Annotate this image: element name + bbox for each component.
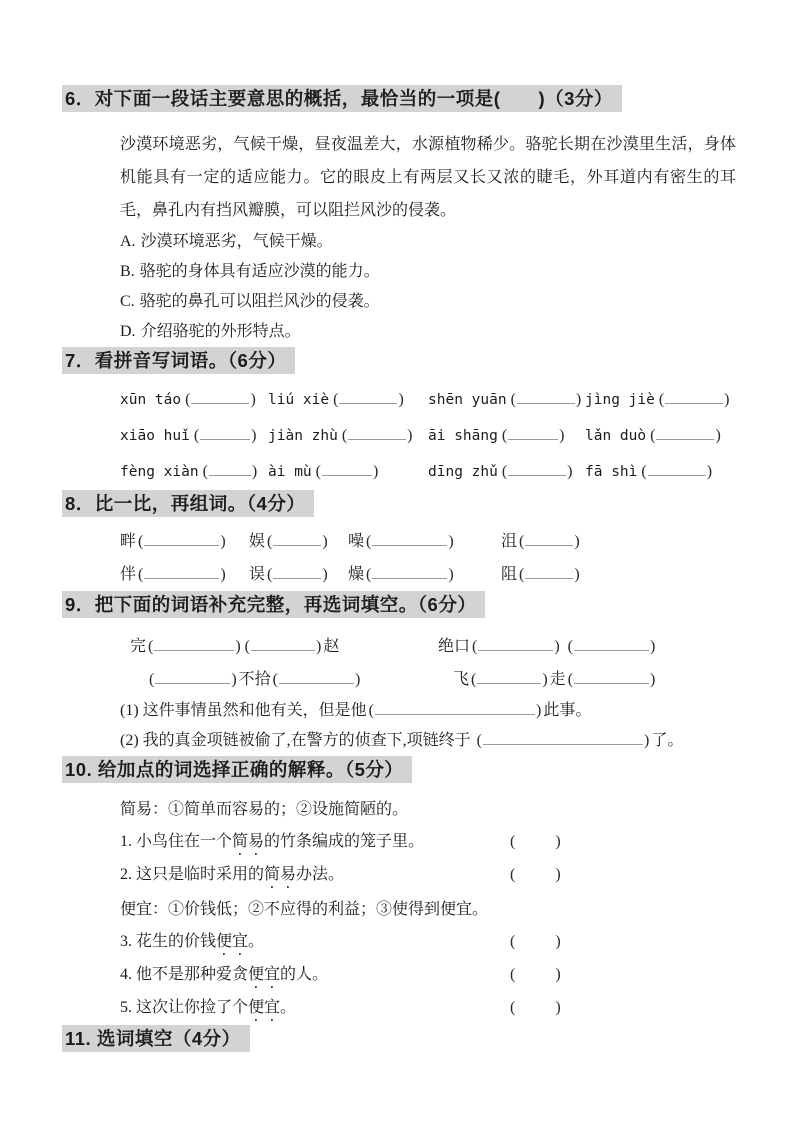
char-item: 伴 ( )	[120, 558, 249, 591]
emphasized-word: 便宜	[216, 933, 249, 950]
fill-blank[interactable]	[194, 418, 257, 453]
emphasized-word: 简易	[264, 866, 297, 883]
fill-blank[interactable]	[477, 726, 650, 756]
fill-blank[interactable]	[502, 418, 565, 453]
fill-blank[interactable]	[138, 558, 226, 591]
fill-blank[interactable]	[502, 454, 573, 489]
char-item: 误 ( )	[249, 558, 348, 591]
section-q8	[62, 490, 738, 591]
pinyin-item: xiāo huǐ ( )	[120, 418, 268, 454]
fill-blank[interactable]	[203, 454, 258, 489]
pinyin-item: fā shì( )	[585, 454, 738, 490]
fill-blank[interactable]	[369, 696, 542, 726]
answer-paren[interactable]	[510, 992, 561, 1024]
pinyin-item: jìng jiè( )	[585, 382, 738, 418]
q8-heading: 8．比一比，再组词。（4分）	[62, 490, 314, 517]
q6-option-b[interactable]	[120, 257, 738, 287]
emphasized-word: 简易	[232, 833, 265, 850]
pinyin-item: lǎn duò( )	[585, 418, 738, 454]
q10-sentence-3: 3. 花生的价钱便宜。 ( )	[120, 926, 738, 959]
q8-heading-row	[62, 490, 738, 517]
fill-blank[interactable]	[472, 630, 560, 663]
fill-blank[interactable]	[366, 558, 454, 591]
q6-option-a[interactable]	[120, 227, 738, 257]
q10-sentence-2: 2. 这只是临时采用的简易办法。 ( )	[120, 859, 738, 892]
fill-blank[interactable]	[342, 418, 413, 453]
fill-blank[interactable]	[568, 630, 656, 663]
q10-sentence-4: 4. 他不是那种爱贪便宜的人。 ( )	[120, 959, 738, 992]
option-text: 骆驼的身体具有适应沙漠的能力。	[139, 263, 380, 280]
section-q6	[62, 85, 738, 347]
q7-row-2	[120, 418, 738, 454]
idiom-item: ( )不拾 ( )	[120, 663, 434, 696]
fill-blank[interactable]	[245, 630, 322, 663]
fill-blank[interactable]	[185, 382, 256, 417]
q9-fill-1: (1) 这件事情虽然和他有关，但是他 ( ) 此事。	[120, 696, 738, 726]
q10-definition-1: 简易：①简单而容易的；②设施简陋的。	[120, 801, 409, 818]
q7-heading-row	[62, 347, 738, 374]
fill-blank[interactable]	[511, 382, 582, 417]
char-item: 畔 ( )	[120, 525, 249, 558]
fill-blank[interactable]	[568, 663, 656, 696]
option-text: 骆驼的鼻孔可以阻拦风沙的侵袭。	[139, 293, 380, 310]
q6-heading: 6．对下面一段话主要意思的概括，最恰当的一项是( )（3分）	[62, 85, 622, 112]
idiom-item: 完 ( ) ( ) 赵	[120, 630, 434, 663]
q11-heading-row	[62, 1025, 738, 1052]
answer-paren[interactable]	[510, 959, 561, 991]
fill-blank[interactable]	[519, 525, 580, 558]
pinyin-item: dīng zhǔ ( )	[428, 454, 585, 490]
q7-row-1	[120, 382, 738, 418]
fill-blank[interactable]	[316, 454, 379, 489]
char-item: 燥 ( )	[348, 558, 501, 591]
fill-blank[interactable]	[273, 663, 361, 696]
q8-row-1	[120, 525, 738, 558]
fill-blank[interactable]	[148, 630, 241, 663]
section-q7	[62, 347, 738, 490]
answer-paren[interactable]	[510, 926, 561, 958]
pinyin-item: ài mù ( )	[268, 454, 428, 490]
emphasized-word: 便宜	[248, 966, 281, 983]
q10-sentence-1: 1. 小鸟住在一个简易的竹条编成的笼子里。 ( )	[120, 826, 738, 859]
fill-blank[interactable]	[471, 663, 548, 696]
fill-blank[interactable]	[519, 558, 580, 591]
q7-row-3	[120, 454, 738, 490]
section-q11	[62, 1025, 738, 1052]
fill-blank[interactable]	[149, 663, 237, 696]
fill-blank[interactable]	[333, 382, 404, 417]
q6-paragraph: 沙漠环境恶劣，气候干燥，昼夜温差大，水源植物稀少。骆驼长期在沙漠里生活，身体机能具有一定的适应能力。它的眼皮上有两层又长又浓的睫毛，外耳道内有密生的耳毛，鼻孔内有挡风瓣膜，可以阻拦风沙的侵袭。	[120, 136, 736, 219]
char-item: 噪 ( )	[348, 525, 501, 558]
section-q10	[62, 756, 738, 1025]
pinyin-item: āi shāng ( )	[428, 418, 585, 454]
answer-paren[interactable]	[510, 826, 561, 858]
q9-idiom-row-2	[120, 663, 738, 696]
q10-sentence-5: 5. 这次让你捡了个便宜。 ( )	[120, 992, 738, 1025]
q6-option-c[interactable]	[120, 287, 738, 317]
pinyin-item: fèng xiàn ( )	[120, 454, 268, 490]
emphasized-word: 便宜	[248, 999, 281, 1016]
answer-paren[interactable]	[510, 859, 561, 891]
option-label: D.	[120, 323, 136, 340]
q7-heading: 7．看拼音写词语。（6分）	[62, 347, 295, 374]
char-item: 阻( )	[501, 558, 738, 591]
option-label: A.	[120, 233, 136, 250]
pinyin-item: jiàn zhù ( )	[268, 418, 428, 454]
char-item: 娱 ( )	[249, 525, 348, 558]
q6-heading-row	[62, 85, 738, 112]
q10-heading-row	[62, 756, 738, 783]
pinyin-item: xūn táo ( )	[120, 382, 268, 418]
q11-heading: 11. 选词填空（4分）	[62, 1025, 250, 1052]
fill-blank[interactable]	[659, 382, 730, 417]
q9-idiom-row-1	[120, 630, 738, 663]
option-text: 介绍骆驼的外形特点。	[140, 323, 301, 340]
idiom-item: 绝口( ) ( )	[438, 638, 657, 655]
fill-blank[interactable]	[366, 525, 454, 558]
option-text: 沙漠环境恶劣，气候干燥。	[140, 233, 333, 250]
fill-blank[interactable]	[641, 454, 712, 489]
q9-heading: 9．把下面的词语补充完整，再选词填空。（6分）	[62, 591, 485, 618]
q9-fill-2: (2) 我的真金项链被偷了,在警方的侦查下,项链终于 ( ) 了。	[120, 726, 738, 756]
idiom-item: 飞 ( ) 走( )	[438, 671, 657, 688]
option-label: C.	[120, 293, 135, 310]
fill-blank[interactable]	[650, 418, 721, 453]
q9-heading-row	[62, 591, 738, 618]
fill-blank[interactable]	[138, 525, 226, 558]
pinyin-item: shēn yuān ( )	[428, 382, 585, 418]
q8-row-2	[120, 558, 738, 591]
fill-blank[interactable]	[267, 525, 328, 558]
q10-heading: 10. 给加点的词选择正确的解释。（5分）	[62, 756, 412, 783]
q10-definition-2: 便宜：①价钱低；②不应得的利益；③使得到便宜。	[120, 901, 489, 918]
q6-option-d[interactable]	[120, 317, 738, 347]
char-item: 沮( )	[501, 525, 738, 558]
option-label: B.	[120, 263, 135, 280]
pinyin-item: liú xiè ( )	[268, 382, 428, 418]
fill-blank[interactable]	[267, 558, 328, 591]
section-q9	[62, 591, 738, 756]
